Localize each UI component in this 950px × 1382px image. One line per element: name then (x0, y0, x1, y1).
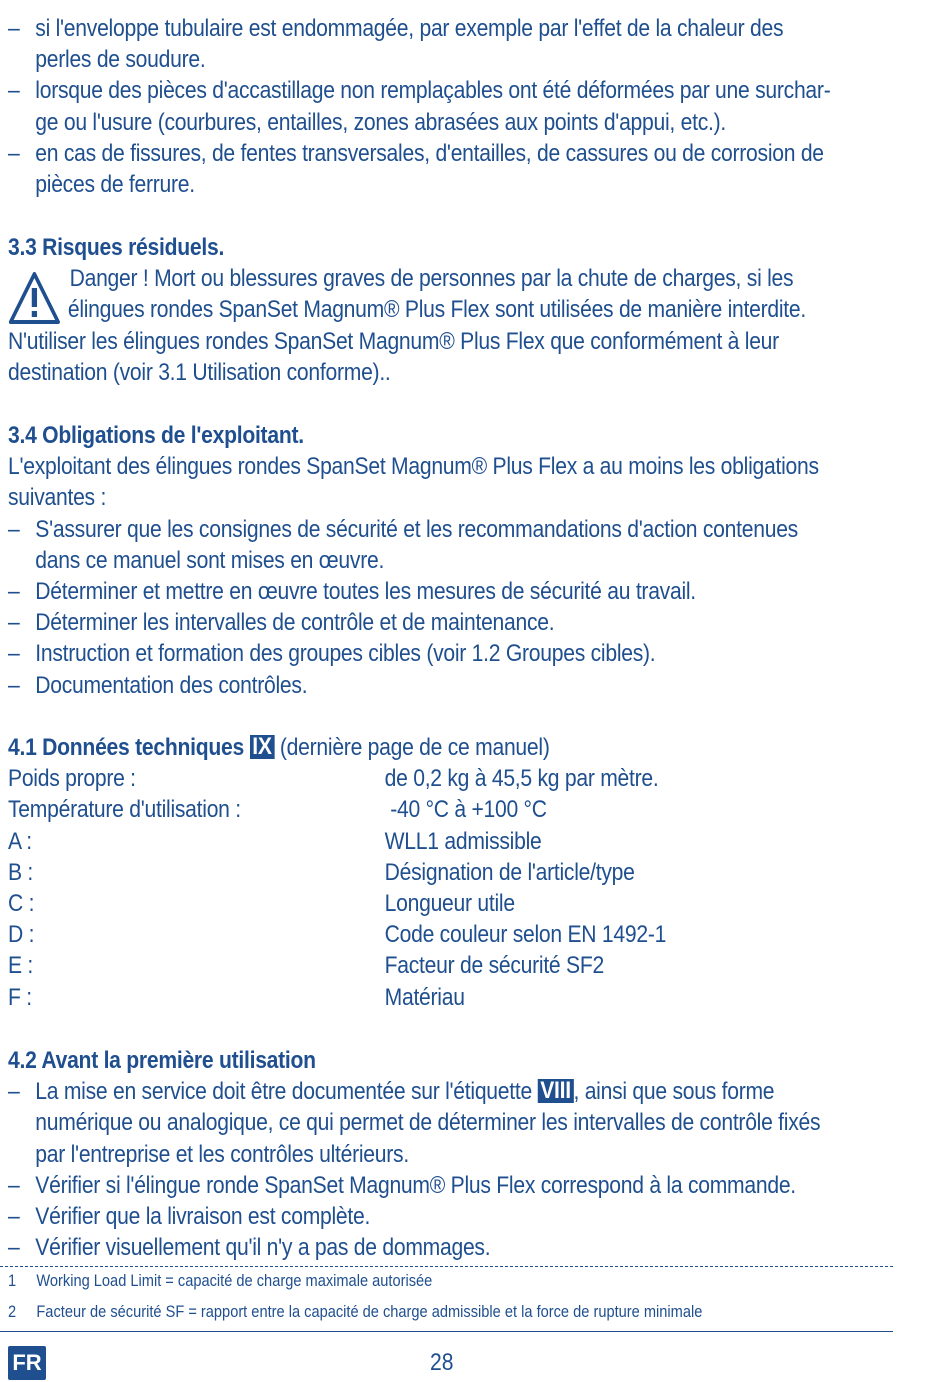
table-row (8, 794, 941, 825)
danger-line-2: élingues rondes SpanSet Magnum® Plus Flex sont utilisées de manière interdite. (67, 296, 806, 324)
section-3-3 (8, 232, 941, 388)
obligation-item-line: – Documentation des contrôles. (35, 671, 308, 699)
obligation-item-line: – Instruction et formation des groupes cibles (voir 1.2 Groupes cibles). (35, 640, 656, 668)
warning-triangle-icon (8, 271, 61, 325)
obligation-item-line: – Déterminer les intervalles de contrôle et de maintenance. (35, 609, 555, 637)
list-item (8, 1170, 941, 1201)
footnote-2-text: Facteur de sécurité SF = rapport entre la capacité de charge admissible et la force de rupture minimale (36, 1302, 703, 1321)
section-4-1-title-suffix: (dernière page de ce manuel) (279, 734, 550, 761)
list-item (8, 1076, 941, 1170)
obligation-item-line: – S'assurer que les consignes de sécurité et les recommandations d'action contenues (35, 515, 798, 543)
section-4-2-title: 4.2 Avant la première utilisation (8, 1047, 316, 1074)
intro-item-line: – lorsque des pièces d'accastillage non remplaçables ont été déformées par une surchar- (35, 77, 831, 105)
table-row (8, 763, 941, 794)
danger-line-1: Danger ! Mort ou blessures graves de personnes par la chute de charges, si les (69, 265, 794, 293)
table-row (8, 826, 941, 857)
obligations-list (8, 514, 941, 701)
tech-data-value: de 0,2 kg à 45,5 kg par mètre. (384, 765, 659, 793)
list-item (8, 138, 941, 200)
list-item (8, 576, 941, 607)
intro-item-line: perles de soudure. (35, 46, 206, 74)
tech-data-key: D : (8, 921, 35, 949)
tech-data-value: Matériau (384, 983, 465, 1011)
tech-data-key: F : (8, 983, 32, 1011)
footnote-2-number: 2 (8, 1302, 17, 1321)
intro-list-block (8, 13, 941, 200)
table-row (8, 888, 941, 919)
first-use-item-1-line-3: par l'entreprise et les contrôles ultérieurs. (35, 1140, 409, 1168)
tech-data-key: A : (8, 827, 32, 855)
tech-data-table (8, 763, 941, 1013)
list-item (8, 13, 941, 75)
section-4-1-heading-row (8, 732, 941, 763)
tech-data-value: Longueur utile (384, 890, 515, 918)
tech-data-value: Facteur de sécurité SF2 (384, 952, 604, 980)
table-row (8, 982, 941, 1013)
tech-data-key: Poids propre : (8, 765, 136, 793)
tech-data-key: C : (8, 890, 35, 918)
intro-item-line: pièces de ferrure. (35, 171, 195, 199)
footnote-2 (8, 1301, 885, 1323)
section-3-4-title: 3.4 Obligations de l'exploitant. (8, 422, 304, 449)
obligation-item-line: – Déterminer et mettre en œuvre toutes les mesures de sécurité au travail. (35, 578, 696, 606)
intro-item-line: – si l'enveloppe tubulaire est endommagée, par exemple par l'effet de la chaleur des (35, 15, 784, 42)
obligation-item-line: dans ce manuel sont mises en œuvre. (35, 546, 385, 574)
section-4-1 (8, 732, 941, 1013)
first-use-item-1-text-end: , ainsi que sous forme (573, 1078, 775, 1106)
first-use-item-1-text: La mise en service doit être documentée sur l'étiquette (35, 1078, 532, 1106)
first-use-list-rest (8, 1170, 941, 1264)
tech-data-key: Température d'utilisation : (8, 796, 241, 824)
first-use-item-1-line-2: numérique ou analogique, ce qui permet de déterminer les intervalles de contrôle fixés (35, 1109, 821, 1137)
section-4-1-title: 4.1 Données techniques (8, 734, 244, 761)
table-row (8, 857, 941, 888)
section-3-3-title: 3.3 Risques résiduels. (8, 234, 225, 261)
danger-line-3: N'utiliser les élingues rondes SpanSet Magnum® Plus Flex que conformément à leur (8, 327, 779, 355)
first-use-list (8, 1076, 941, 1170)
first-use-item-line: – Vérifier que la livraison est complète. (35, 1203, 371, 1231)
footnote-separator (0, 1266, 893, 1267)
intro-item-line: – en cas de fissures, de fentes transversales, d'entailles, de cassures ou de corrosion de (35, 139, 824, 167)
first-use-item-line: – Vérifier visuellement qu'il n'y a pas de dommages. (35, 1234, 491, 1262)
page-number: 28 (430, 1349, 454, 1376)
table-row (8, 950, 941, 981)
footnote-1 (8, 1270, 885, 1292)
intro-item-line: ge ou l'usure (courbures, entailles, zones abrasées aux points d'appui, etc.). (35, 108, 726, 136)
intro-list (8, 13, 941, 200)
figure-ref-badge-viii: VIII (538, 1079, 574, 1103)
list-item (8, 1201, 941, 1232)
tech-data-value: -40 °C à +100 °C (384, 796, 547, 824)
footnote-1-number: 1 (8, 1271, 17, 1290)
list-item (8, 670, 941, 701)
first-use-item-1-line-1 (35, 1076, 941, 1107)
figure-ref-badge-ix: IX (250, 735, 275, 759)
list-item (8, 638, 941, 669)
danger-line-4: destination (voir 3.1 Utilisation conforme).. (8, 358, 391, 386)
tech-data-value: WLL1 admissible (384, 827, 542, 855)
list-item (8, 75, 941, 137)
footer-rule (0, 1331, 893, 1332)
first-use-item-line: – Vérifier si l'élingue ronde SpanSet Magnum® Plus Flex correspond à la commande. (35, 1171, 796, 1199)
footnote-1-text: Working Load Limit = capacité de charge maximale autorisée (36, 1271, 433, 1290)
tech-data-key: E : (8, 952, 34, 980)
list-item (8, 514, 941, 576)
list-item (8, 1232, 941, 1263)
section-3-4 (8, 420, 941, 701)
language-badge: FR (8, 1346, 46, 1380)
list-item (8, 607, 941, 638)
tech-data-key: B : (8, 858, 34, 886)
section-4-2 (8, 1045, 941, 1263)
tech-data-value: Désignation de l'article/type (384, 858, 635, 886)
danger-warning (8, 263, 941, 325)
tech-data-value: Code couleur selon EN 1492-1 (384, 921, 667, 949)
section-3-4-intro-line-2: suivantes : (8, 484, 107, 512)
section-3-4-intro-line-1: L'exploitant des élingues rondes SpanSet Magnum® Plus Flex a au moins les obligations (8, 453, 819, 481)
table-row (8, 919, 941, 950)
